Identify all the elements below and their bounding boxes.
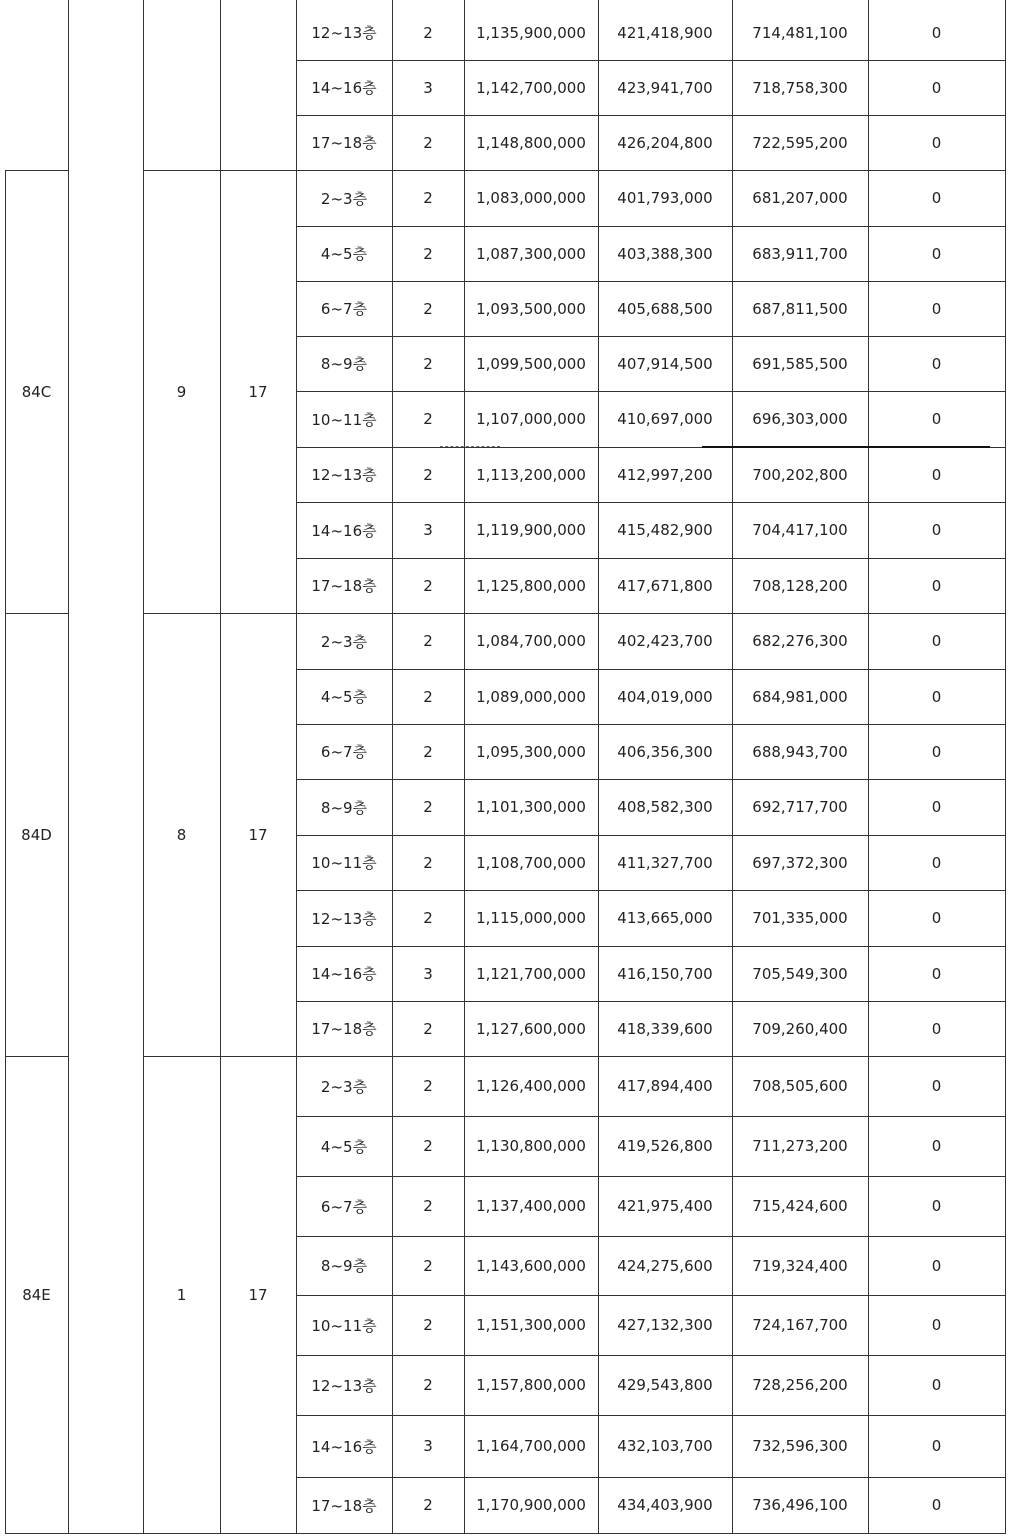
sale-price-cell: 1,095,300,000 xyxy=(476,742,586,761)
floor-range-cell: 8~9층 xyxy=(320,355,368,373)
building-cost-cell: 714,481,100 xyxy=(752,23,848,42)
type-cell: 84E xyxy=(22,1285,51,1304)
sale-price-cell: 1,143,600,000 xyxy=(476,1256,586,1275)
units-cell: 2 xyxy=(423,1376,433,1394)
vat-cell: 0 xyxy=(931,299,942,318)
units-cell: 2 xyxy=(423,742,433,761)
land-cost-cell: 423,941,700 xyxy=(617,78,713,97)
row-divider xyxy=(296,613,1005,614)
land-cost-cell: 401,793,000 xyxy=(617,189,713,207)
building-cost-cell: 736,496,100 xyxy=(752,1496,848,1514)
units-cell: 3 xyxy=(423,78,433,97)
floor-range-cell: 14~16층 xyxy=(311,79,377,97)
sale-price-cell: 1,083,000,000 xyxy=(476,189,586,207)
units-cell: 2 xyxy=(423,853,433,872)
floor-range-cell: 17~18층 xyxy=(311,1496,377,1515)
building-cost-cell: 696,303,000 xyxy=(752,410,848,428)
scan-artifact-line xyxy=(702,446,990,448)
count-cell: 8 xyxy=(176,825,187,844)
sale-price-cell: 1,157,800,000 xyxy=(476,1376,586,1394)
vat-cell: 0 xyxy=(931,521,942,539)
units-cell: 2 xyxy=(423,23,433,42)
units-cell: 2 xyxy=(423,1197,433,1215)
building-cost-cell: 691,585,500 xyxy=(752,354,848,373)
building-cost-cell: 724,167,700 xyxy=(752,1316,848,1334)
building-cost-cell: 705,549,300 xyxy=(752,964,848,983)
land-cost-cell: 418,339,600 xyxy=(617,1019,713,1038)
floor-range-cell: 17~18층 xyxy=(311,134,377,152)
land-cost-cell: 405,688,500 xyxy=(617,299,713,318)
sale-price-cell: 1,164,700,000 xyxy=(476,1437,586,1455)
floor-range-cell: 8~9층 xyxy=(320,798,368,817)
land-cost-cell: 411,327,700 xyxy=(617,853,713,872)
vat-cell: 0 xyxy=(931,1019,942,1038)
total-floors-cell xyxy=(220,5,296,170)
building-cost-cell: 728,256,200 xyxy=(752,1376,848,1394)
units-cell: 2 xyxy=(423,1316,433,1334)
building-cost-cell: 687,811,500 xyxy=(752,299,848,318)
total-floors-cell: 17 xyxy=(248,382,268,401)
land-cost-cell: 416,150,700 xyxy=(617,964,713,983)
units-cell: 2 xyxy=(423,354,433,373)
land-cost-cell: 403,388,300 xyxy=(617,244,713,263)
vat-cell: 0 xyxy=(931,576,942,595)
floor-range-cell: 4~5층 xyxy=(320,688,368,706)
building-cost-cell: 700,202,800 xyxy=(752,465,848,484)
sale-price-cell: 1,107,000,000 xyxy=(476,410,586,428)
land-cost-cell: 419,526,800 xyxy=(617,1137,713,1155)
building-cost-cell: 711,273,200 xyxy=(752,1137,848,1155)
land-cost-cell: 417,894,400 xyxy=(617,1077,713,1095)
land-cost-cell: 415,482,900 xyxy=(617,521,713,539)
vat-cell: 0 xyxy=(931,1137,942,1155)
sale-price-cell: 1,101,300,000 xyxy=(476,798,586,816)
sale-price-cell: 1,137,400,000 xyxy=(476,1197,586,1215)
floor-range-cell: 10~11층 xyxy=(311,410,377,429)
sale-price-cell: 1,084,700,000 xyxy=(476,632,586,650)
land-cost-cell: 417,671,800 xyxy=(617,576,713,595)
building-cost-cell: 715,424,600 xyxy=(752,1197,848,1215)
total-floors-cell: 17 xyxy=(248,825,268,844)
units-cell: 2 xyxy=(423,133,433,152)
building-cost-cell: 701,335,000 xyxy=(752,909,848,927)
building-cost-cell: 708,128,200 xyxy=(752,576,848,595)
vat-cell: 0 xyxy=(931,23,942,42)
type-cell xyxy=(5,5,68,170)
floor-range-cell: 10~11층 xyxy=(311,1316,377,1335)
floor-range-cell: 2~3층 xyxy=(320,189,368,208)
sale-price-cell: 1,093,500,000 xyxy=(476,299,586,318)
floor-range-cell: 4~5층 xyxy=(320,1137,368,1156)
vat-cell: 0 xyxy=(931,1496,942,1514)
floor-range-cell: 8~9층 xyxy=(320,1257,368,1275)
sale-price-cell: 1,089,000,000 xyxy=(476,687,586,706)
count-cell: 9 xyxy=(176,382,187,401)
floor-range-cell: 6~7층 xyxy=(320,743,368,761)
count-cell xyxy=(143,5,220,170)
sale-price-cell: 1,135,900,000 xyxy=(476,23,586,42)
units-cell: 2 xyxy=(423,465,433,484)
vat-cell: 0 xyxy=(931,632,942,650)
building-cost-cell: 682,276,300 xyxy=(752,632,848,650)
sale-price-cell: 1,130,800,000 xyxy=(476,1137,586,1155)
vat-cell: 0 xyxy=(931,1197,942,1215)
land-cost-cell: 432,103,700 xyxy=(617,1437,713,1455)
building-cost-cell: 684,981,000 xyxy=(752,687,848,706)
sale-price-cell: 1,126,400,000 xyxy=(476,1077,586,1095)
sale-price-cell: 1,113,200,000 xyxy=(476,465,586,484)
vat-cell: 0 xyxy=(931,244,942,263)
sale-price-cell: 1,148,800,000 xyxy=(476,133,586,152)
type-cell: 84D xyxy=(21,825,52,844)
units-cell: 3 xyxy=(423,521,433,539)
floor-range-cell: 14~16층 xyxy=(311,521,377,540)
units-cell: 2 xyxy=(423,909,433,927)
building-cost-cell: 697,372,300 xyxy=(752,853,848,872)
sale-price-cell: 1,108,700,000 xyxy=(476,853,586,872)
vat-cell: 0 xyxy=(931,853,942,872)
land-cost-cell: 402,423,700 xyxy=(617,632,713,650)
sale-price-cell: 1,125,800,000 xyxy=(476,576,586,595)
units-cell: 2 xyxy=(423,576,433,595)
floor-range-cell: 10~11층 xyxy=(311,854,377,872)
building-cost-cell: 732,596,300 xyxy=(752,1437,848,1455)
vat-cell: 0 xyxy=(931,133,942,152)
vat-cell: 0 xyxy=(931,1316,942,1334)
units-cell: 2 xyxy=(423,189,433,207)
building-cost-cell: 688,943,700 xyxy=(752,742,848,761)
vat-cell: 0 xyxy=(931,1256,942,1275)
land-cost-cell: 424,275,600 xyxy=(617,1256,713,1275)
vat-cell: 0 xyxy=(931,1376,942,1394)
floor-range-cell: 12~13층 xyxy=(311,466,377,484)
land-cost-cell: 427,132,300 xyxy=(617,1316,713,1334)
land-cost-cell: 407,914,500 xyxy=(617,354,713,373)
units-cell: 3 xyxy=(423,1437,433,1455)
land-cost-cell: 410,697,000 xyxy=(617,410,713,428)
vat-cell: 0 xyxy=(931,687,942,706)
total-floors-cell: 17 xyxy=(248,1285,268,1304)
sale-price-cell: 1,142,700,000 xyxy=(476,78,586,97)
units-cell: 2 xyxy=(423,1077,433,1095)
units-cell: 2 xyxy=(423,410,433,428)
floor-range-cell: 12~13층 xyxy=(311,24,377,42)
vat-cell: 0 xyxy=(931,1437,942,1455)
column-divider xyxy=(68,0,69,1534)
floor-range-cell: 12~13층 xyxy=(311,909,377,928)
land-cost-cell: 412,997,200 xyxy=(617,465,713,484)
land-cost-cell: 404,019,000 xyxy=(617,687,713,706)
floor-range-cell: 2~3층 xyxy=(320,1077,368,1096)
units-cell: 2 xyxy=(423,244,433,263)
units-cell: 3 xyxy=(423,964,433,983)
vat-cell: 0 xyxy=(931,909,942,927)
vat-cell: 0 xyxy=(931,354,942,373)
land-cost-cell: 421,975,400 xyxy=(617,1197,713,1215)
building-cost-cell: 692,717,700 xyxy=(752,798,848,816)
land-cost-cell: 406,356,300 xyxy=(617,742,713,761)
land-cost-cell: 434,403,900 xyxy=(617,1496,713,1514)
type-cell: 84C xyxy=(21,382,52,401)
sale-price-cell: 1,127,600,000 xyxy=(476,1019,586,1038)
vat-cell: 0 xyxy=(931,465,942,484)
column-divider xyxy=(1005,0,1006,1534)
sale-price-cell: 1,151,300,000 xyxy=(476,1316,586,1334)
floor-range-cell: 17~18층 xyxy=(311,577,377,595)
floor-range-cell: 12~13층 xyxy=(311,1376,377,1395)
land-cost-cell: 426,204,800 xyxy=(617,133,713,152)
units-cell: 2 xyxy=(423,1137,433,1155)
units-cell: 2 xyxy=(423,1256,433,1275)
building-cost-cell: 683,911,700 xyxy=(752,244,848,263)
vat-cell: 0 xyxy=(931,189,942,207)
vat-cell: 0 xyxy=(931,964,942,983)
floor-range-cell: 2~3층 xyxy=(320,632,368,651)
building-cost-cell: 681,207,000 xyxy=(752,189,848,207)
units-cell: 2 xyxy=(423,798,433,816)
sale-price-cell: 1,099,500,000 xyxy=(476,354,586,373)
land-cost-cell: 429,543,800 xyxy=(617,1376,713,1394)
vat-cell: 0 xyxy=(931,78,942,97)
floor-range-cell: 6~7층 xyxy=(320,300,368,318)
sale-price-cell: 1,170,900,000 xyxy=(476,1496,586,1514)
floor-range-cell: 4~5층 xyxy=(320,245,368,263)
units-cell: 2 xyxy=(423,1019,433,1038)
scan-artifact-line xyxy=(440,446,500,448)
building-cost-cell: 704,417,100 xyxy=(752,521,848,539)
row-divider xyxy=(296,1056,1005,1057)
building-cost-cell: 722,595,200 xyxy=(752,133,848,152)
building-cost-cell: 719,324,400 xyxy=(752,1256,848,1275)
land-cost-cell: 413,665,000 xyxy=(617,909,713,927)
vat-cell: 0 xyxy=(931,798,942,816)
floor-range-cell: 6~7층 xyxy=(320,1197,368,1216)
floor-range-cell: 14~16층 xyxy=(311,1437,377,1456)
floor-range-cell: 17~18층 xyxy=(311,1020,377,1038)
sale-price-cell: 1,121,700,000 xyxy=(476,964,586,983)
units-cell: 2 xyxy=(423,632,433,650)
vat-cell: 0 xyxy=(931,742,942,761)
count-cell: 1 xyxy=(176,1285,187,1304)
vat-cell: 0 xyxy=(931,1077,942,1095)
building-cost-cell: 708,505,600 xyxy=(752,1077,848,1095)
land-cost-cell: 421,418,900 xyxy=(617,23,713,42)
sale-price-cell: 1,119,900,000 xyxy=(476,521,586,539)
units-cell: 2 xyxy=(423,687,433,706)
land-cost-cell: 408,582,300 xyxy=(617,798,713,816)
sale-price-cell: 1,087,300,000 xyxy=(476,244,586,263)
building-cost-cell: 709,260,400 xyxy=(752,1019,848,1038)
table-bottom-border xyxy=(5,1533,1006,1534)
units-cell: 2 xyxy=(423,299,433,318)
floor-range-cell: 14~16층 xyxy=(311,965,377,983)
units-cell: 2 xyxy=(423,1496,433,1514)
building-cost-cell: 718,758,300 xyxy=(752,78,848,97)
vat-cell: 0 xyxy=(931,410,942,428)
row-divider xyxy=(296,170,1005,171)
sale-price-cell: 1,115,000,000 xyxy=(476,909,586,927)
